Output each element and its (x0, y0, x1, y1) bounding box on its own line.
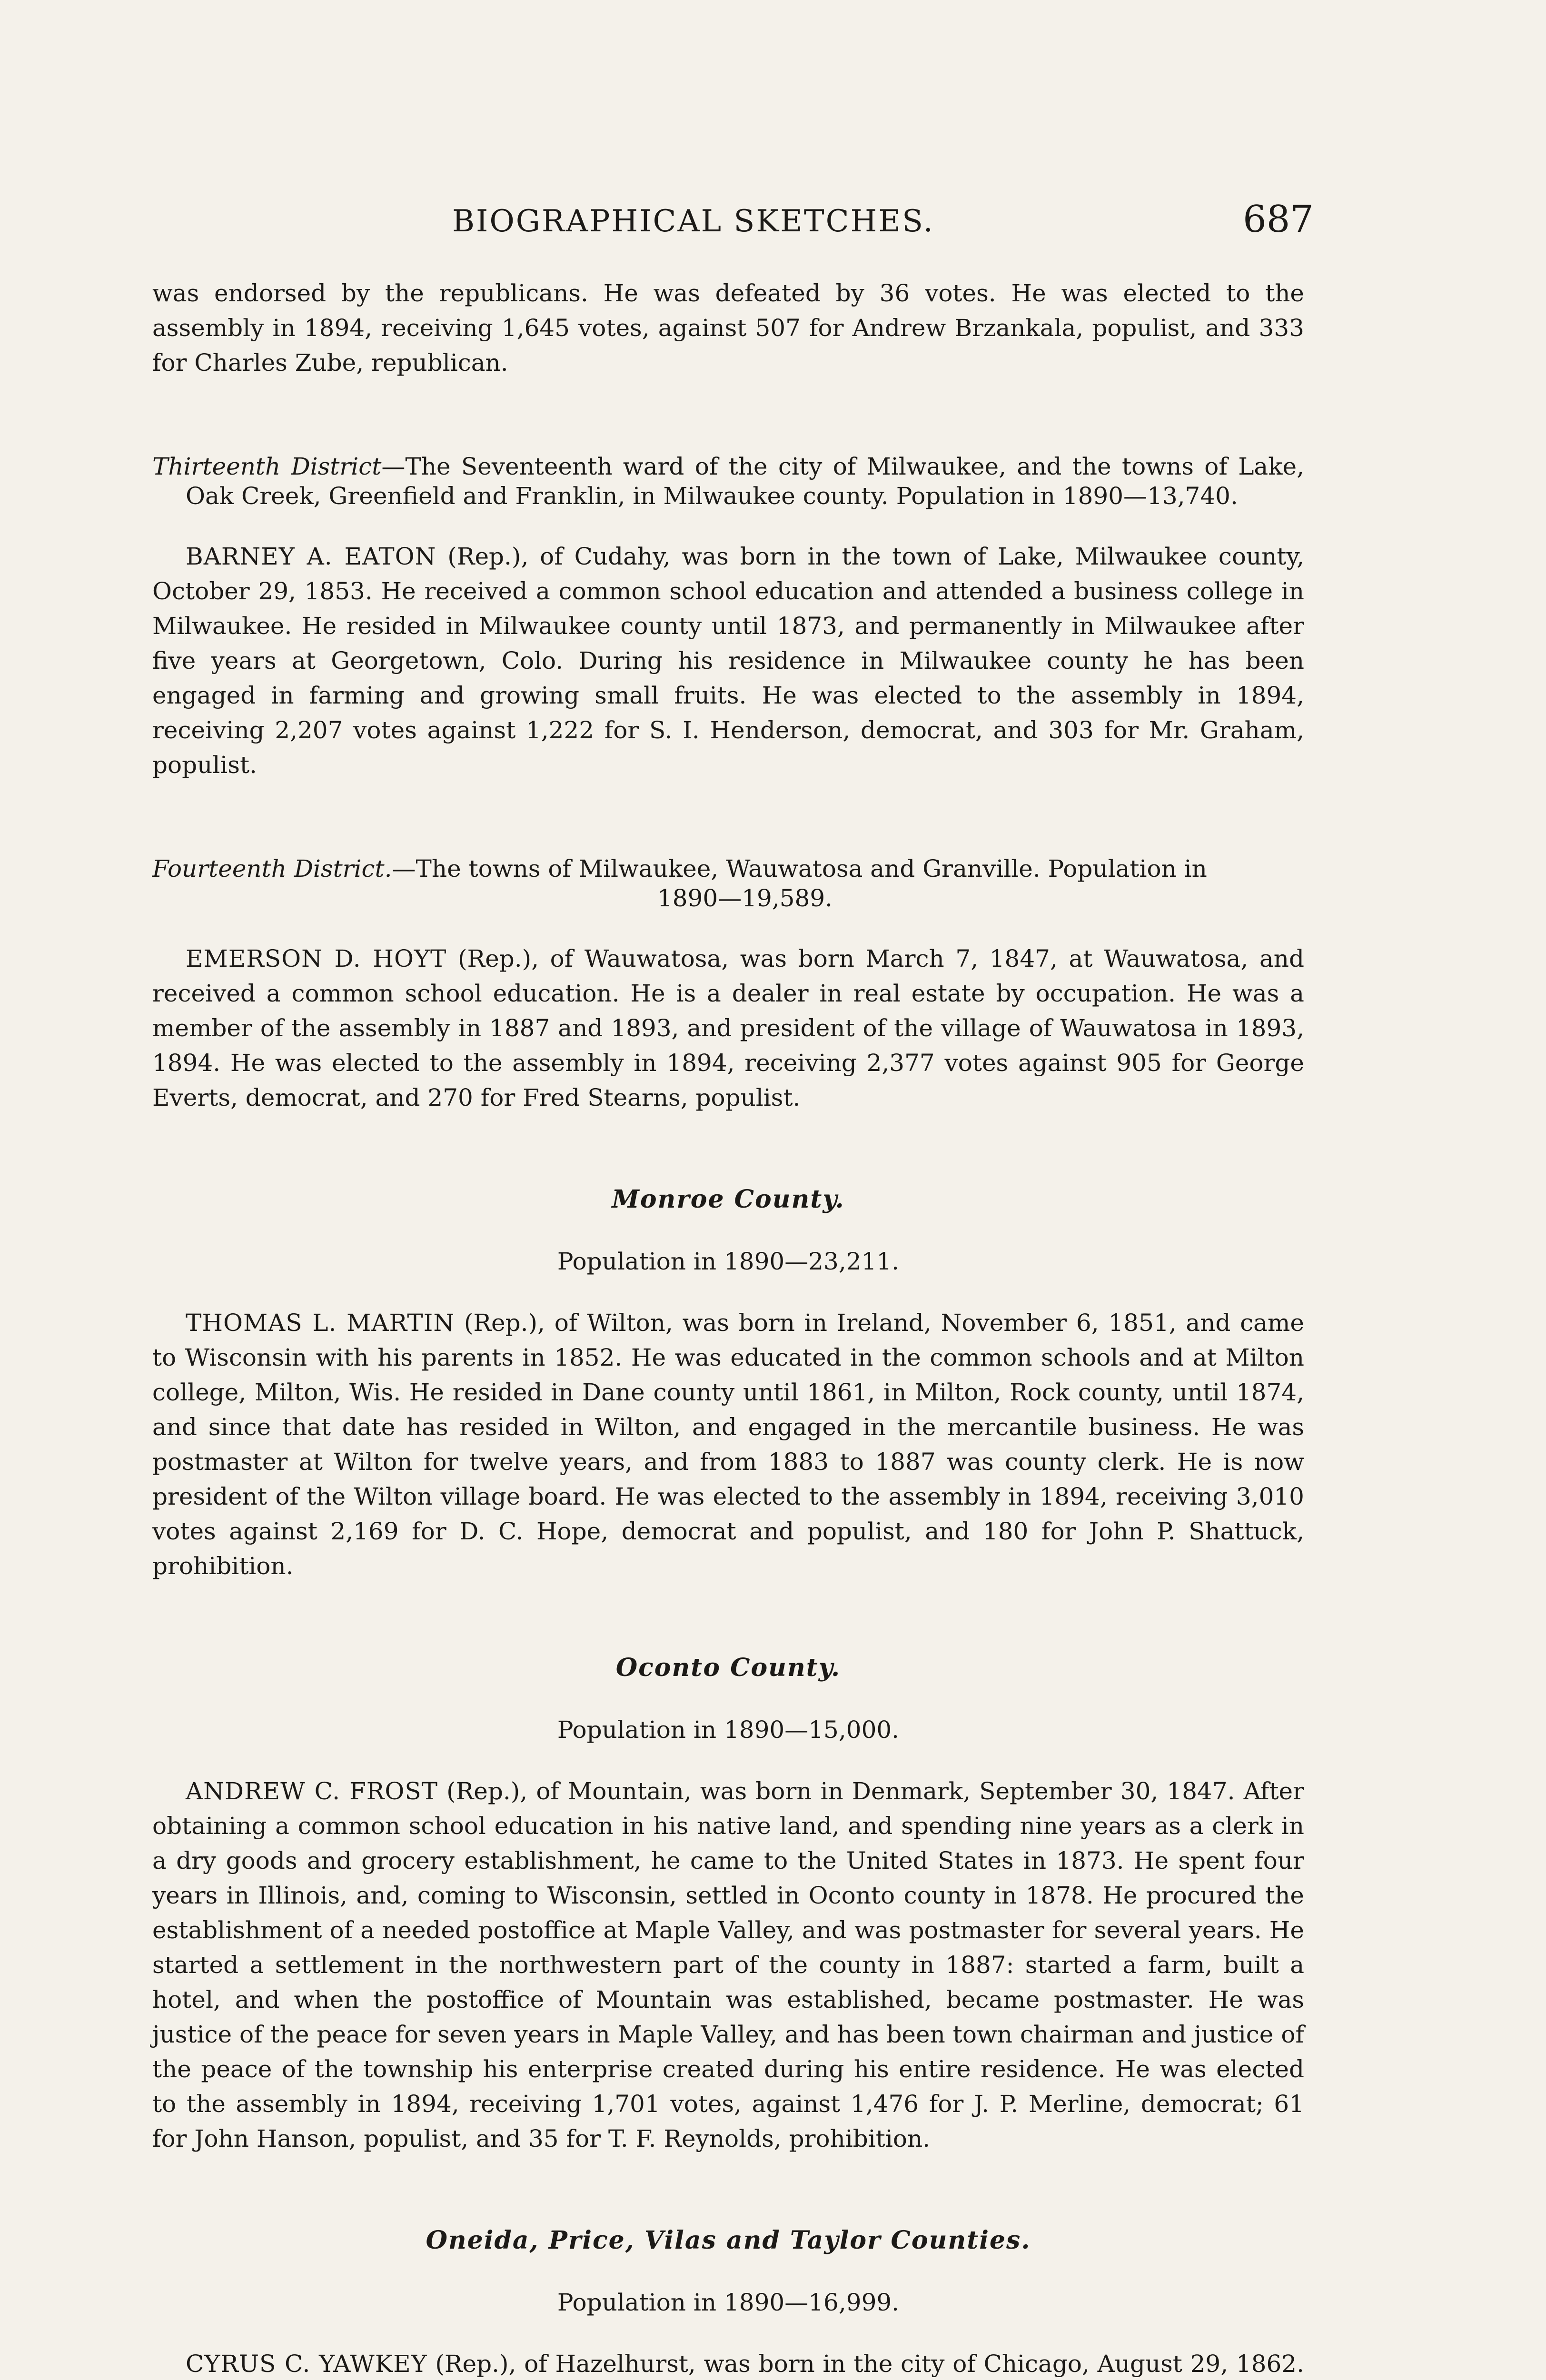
district-heading-thirteenth (152, 452, 1304, 511)
continuation-paragraph: was endorsed by the republicans. He was defeated by 36 votes. He was elected to the assembly in 1894, receiving 1,645 votes, against 507 for Andrew Brzankala, populist, and 333 for Charles Zube, republican. (152, 279, 1304, 377)
member-name: EMERSON D. HOYT (186, 945, 447, 972)
member-biography: (Rep.), of Mountain, was born in Denmark, September 30, 1847. After obtaining a common school education in his native land, and spending nine years as a clerk in a dry goods and grocery establishment, he came to the United States in 1873. He spent four years in Illinois, and, coming to Wisconsin, settled in Oconto county in 1878. He procured the establishment of a needed postoffice at Maple Valley, and was postmaster for several years. He started a settlement in the northwestern part of the county in 1887: started a farm, built a hotel, and when the postoffice of Mountain was established, became postmaster. He was justice of the peace for seven years in Maple Valley, and has been town chairman and justice of the peace of the township his enterprise created during his entire residence. He was elected to the assembly in 1894, receiving 1,701 votes, against 1,476 for J. P. Merline, democrat; 61 for John Hanson, populist, and 35 for T. F. Reynolds, prohibition. (152, 1777, 1304, 2152)
district-population: 1890—19,589. (657, 884, 833, 912)
county-population-monroe: Population in 1890—23,211. (557, 1248, 900, 1275)
running-head: BIOGRAPHICAL SKETCHES. (452, 204, 934, 239)
biography-hoyt (152, 942, 1304, 1115)
county-heading-oconto: Oconto County. (615, 1653, 841, 1682)
member-name: BARNEY A. EATON (186, 543, 436, 570)
district-description: —The Seventeenth ward of the city of Milwaukee, and the towns of Lake, Oak Creek, Greenfield and Franklin, in Milwaukee county. Population in 1890—13,740. (186, 453, 1304, 510)
district-heading-fourteenth (152, 854, 1304, 913)
member-biography: (Rep.), of Hazelhurst, was born in the city of Chicago, August 29, 1862. (435, 2350, 1305, 2378)
member-name: CYRUS C. YAWKEY (186, 2350, 427, 2378)
body-text (152, 276, 1304, 2380)
member-name: ANDREW C. FROST (186, 1777, 438, 1805)
county-heading-oneida: Oneida, Price, Vilas and Taylor Counties. (426, 2226, 1031, 2255)
county-population-oconto: Population in 1890—15,000. (557, 1716, 900, 1744)
member-biography: (Rep.), of Cudahy, was born in the town of Lake, Milwaukee county, October 29, 1853. He received a common school education and attended a business college in Milwaukee. He resided in Milwaukee county until 1873, and permanently in Milwaukee after five years at Georgetown, Colo. During his residence in Milwaukee county he has been engaged in farming and growing small fruits. He was elected to the assembly in 1894, receiving 2,207 votes against 1,222 for S. I. Henderson, democrat, and 303 for Mr. Graham, populist. (152, 543, 1305, 779)
district-description: —The towns of Milwaukee, Wauwatosa and Granville. Population in (392, 855, 1207, 883)
member-biography: (Rep.), of Wauwatosa, was born March 7, 1847, at Wauwatosa, and received a common school education. He is a dealer in real estate by occupation. He was a member of the assembly in 1887 and 1893, and president of the village of Wauwatosa in 1893, 1894. He was elected to the assembly in 1894, receiving 2,377 votes against 905 for George Everts, democrat, and 270 for Fred Stearns, populist. (152, 945, 1304, 1111)
county-heading-monroe: Monroe County. (612, 1185, 845, 1214)
district-name: Fourteenth District. (152, 855, 392, 883)
page-number: 687 (1243, 198, 1314, 241)
member-biography: (Rep.), of Wilton, was born in Ireland, November 6, 1851, and came to Wisconsin with his parents in 1852. He was educated in the common schools and at Milton college, Milton, Wis. He resided in Dane county until 1861, in Milton, Rock county, until 1874, and since that date has resided in Wilton, and engaged in the mercantile business. He was postmaster at Wilton for twelve years, and from 1883 to 1887 was county clerk. He is now president of the Wilton village board. He was elected to the assembly in 1894, receiving 3,010 votes against 2,169 for D. C. Hope, democrat and populist, and 180 for John P. Shattuck, prohibition. (152, 1309, 1304, 1580)
page-header (157, 198, 1314, 256)
county-population-oneida: Population in 1890—16,999. (557, 2289, 900, 2316)
biography-martin (152, 1306, 1304, 1584)
biography-frost (152, 1774, 1304, 2156)
member-name: THOMAS L. MARTIN (186, 1309, 455, 1337)
district-name: Thirteenth District (152, 453, 382, 480)
biography-yawkey (152, 2347, 1304, 2380)
biography-eaton (152, 539, 1304, 783)
